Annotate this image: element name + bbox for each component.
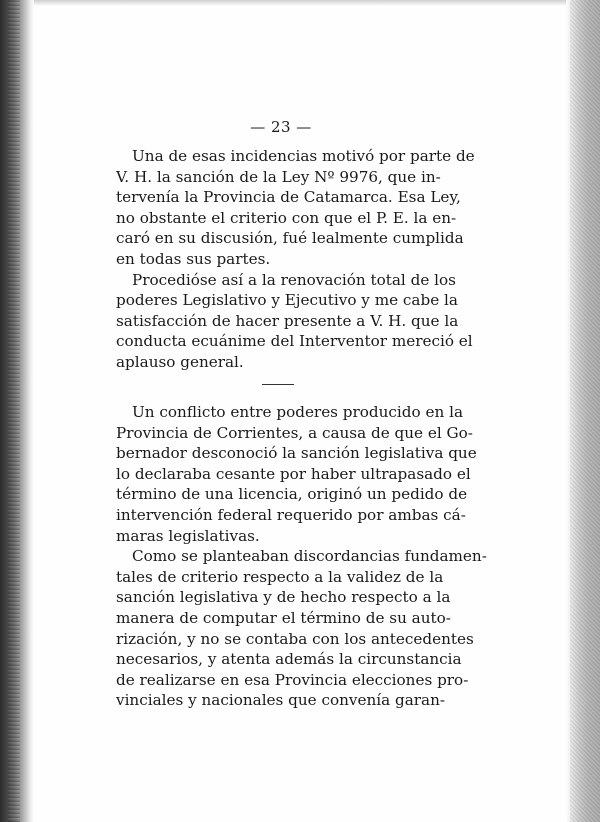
text-line: de realizarse en esa Provincia elecciones pro- [116, 670, 469, 689]
text-line: conducta ecuánime del Interventor mereció el [116, 332, 473, 351]
text-line: aplauso general. [116, 352, 244, 371]
text-line: V. H. la sanción de la Ley Nº 9976, que in- [116, 167, 441, 186]
text-line: lo declaraba cesante por haber ultrapasado el [116, 464, 471, 483]
paragraph [116, 546, 487, 711]
text-line: rización, y no se contaba con los antecedentes [116, 629, 474, 648]
page-edge-shadow [566, 0, 600, 822]
paragraph [116, 270, 473, 373]
paragraph [116, 402, 477, 546]
text-line: Como se planteaban discordancias fundamen- [132, 547, 487, 566]
text-line: intervención federal requerido por ambas cá- [116, 505, 466, 524]
section-separator [262, 384, 294, 385]
text-line: vinciales y nacionales que convenía garan- [116, 691, 446, 710]
text-line: maras legislativas. [116, 526, 260, 545]
text-line: caró en su discusión, fué lealmente cumplida [116, 229, 464, 248]
text-line: Un conflicto entre poderes producido en la [132, 403, 463, 421]
text-block-top [116, 146, 475, 373]
paragraph [116, 146, 475, 270]
page-number: — 23 — [250, 118, 312, 136]
text-line: sanción legislativa y de hecho respecto a la [116, 588, 451, 607]
text-line: Una de esas incidencias motivó por parte de [132, 147, 475, 165]
text-line: en todas sus partes. [116, 249, 271, 268]
text-line: poderes Legislativo y Ejecutivo y me cabe la [116, 291, 458, 310]
top-shadow [0, 0, 600, 6]
text-line: necesarios, y atenta además la circunstancia [116, 650, 462, 669]
text-line: no obstante el criterio con que el P. E. la en- [116, 208, 457, 227]
text-block-bottom [116, 402, 487, 711]
text-line: tales de criterio respecto a la validez de la [116, 567, 444, 586]
text-line: satisfacción de hacer presente a V. H. que la [116, 311, 459, 330]
text-line: término de una licencia, originó un pedido de [116, 485, 468, 504]
text-line: tervenía la Provincia de Catamarca. Esa Ley, [116, 188, 461, 207]
text-line: manera de computar el término de su auto- [116, 608, 451, 627]
text-line: Provincia de Corrientes, a causa de que el Go- [116, 423, 473, 442]
text-line: bernador desconoció la sanción legislativa que [116, 444, 477, 463]
text-line: Procedióse así a la renovación total de los [132, 270, 456, 289]
